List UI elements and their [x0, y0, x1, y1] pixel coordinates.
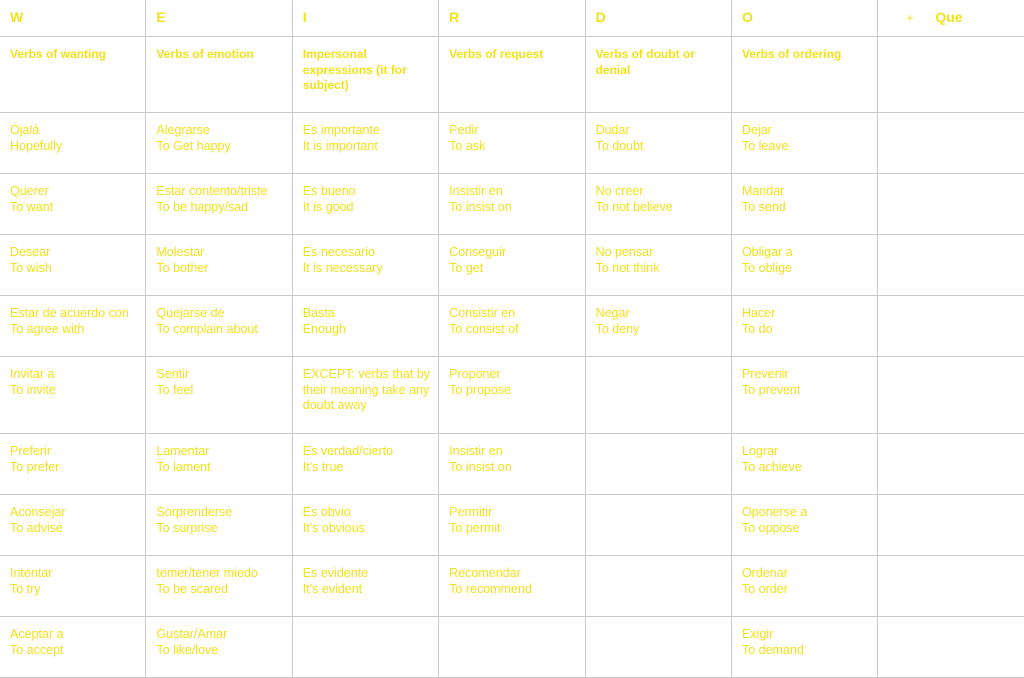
verb-spanish: Ojalá: [10, 123, 40, 137]
verb-english: To order: [741, 581, 788, 596]
verb-spanish: Es importante: [302, 123, 380, 137]
verb-spanish: Hacer: [741, 306, 776, 320]
verb-spanish: Consistir en: [449, 306, 516, 320]
verb-english: To leave: [741, 138, 789, 153]
verb-english: To get: [449, 260, 484, 275]
verb-english: To advise: [10, 520, 63, 535]
table-cell-wanting: [0, 357, 146, 434]
table-cell-ordering: [731, 174, 877, 235]
verb-spanish: Quejarse de: [156, 306, 225, 320]
verb-spanish: Estar de acuerdo con: [10, 306, 129, 320]
verb-spanish: Exigir: [741, 627, 774, 641]
header-e: E: [146, 0, 292, 37]
table-cell-emotion: [146, 495, 292, 556]
table-cell-que: [878, 556, 1024, 617]
table-cell-wanting: [0, 495, 146, 556]
table-cell-request: [439, 113, 585, 174]
verb-english: To surprise: [156, 520, 218, 535]
table-cell-request: [439, 495, 585, 556]
table-cell-wanting: [0, 235, 146, 296]
verb-spanish: Basta: [302, 306, 335, 320]
verb-spanish: Es necesario: [302, 245, 376, 259]
verb-spanish: Recomendar: [449, 566, 521, 580]
verb-english: To wish: [10, 260, 52, 275]
verb-english: It's evident: [302, 581, 363, 596]
verb-spanish: Permitir: [449, 505, 493, 519]
verb-english: To permit: [449, 520, 501, 535]
table-cell-emotion: [146, 113, 292, 174]
verb-spanish: EXCEPT: verbs that by their meaning take any doubt away: [302, 367, 430, 412]
verb-english: It is important: [302, 138, 378, 153]
verb-spanish: Conseguir: [449, 245, 507, 259]
header-w: W: [0, 0, 146, 37]
verb-spanish: Dejar: [741, 123, 772, 137]
verb-spanish: Negar: [595, 306, 630, 320]
table-row: [0, 296, 1024, 357]
verb-spanish: Lograr: [741, 444, 779, 458]
table-row: [0, 357, 1024, 434]
verb-spanish: Es evidente: [302, 566, 369, 580]
verb-spanish: Desear: [10, 245, 51, 259]
verb-english: To oblige: [741, 260, 792, 275]
table-row: [0, 113, 1024, 174]
verb-english: It's obvious: [302, 520, 365, 535]
category-wanting: Verbs of wanting: [0, 37, 146, 113]
verb-english: To feel: [156, 382, 194, 397]
table-cell-que: [878, 495, 1024, 556]
verb-english: To ask: [449, 138, 486, 153]
verb-spanish: Proponer: [449, 367, 501, 381]
table-cell-que: [878, 434, 1024, 495]
table-cell-wanting: [0, 556, 146, 617]
verb-spanish: Aceptar a: [10, 627, 64, 641]
verb-spanish: Alegrarse: [156, 123, 210, 137]
table-cell-impersonal: [292, 556, 438, 617]
table-cell-emotion: [146, 617, 292, 678]
header-r: R: [439, 0, 585, 37]
verb-english: To complain about: [156, 321, 258, 336]
table-cell-ordering: [731, 235, 877, 296]
table-row: [0, 174, 1024, 235]
table-cell-que: [878, 357, 1024, 434]
verb-spanish: Insistir en: [449, 444, 503, 458]
verb-english: To be happy/sad: [156, 199, 249, 214]
verb-spanish: Dudar: [595, 123, 630, 137]
table-cell-wanting: [0, 174, 146, 235]
verb-english: To deny: [595, 321, 640, 336]
table-cell-impersonal: [292, 296, 438, 357]
verb-english: To lament: [156, 459, 211, 474]
table-cell-emotion: [146, 296, 292, 357]
verb-english: It is good: [302, 199, 354, 214]
verb-spanish: Ordenar: [741, 566, 788, 580]
verb-spanish: Sentir: [156, 367, 190, 381]
plus-sign: +: [906, 10, 914, 25]
verb-english: To demand: [741, 642, 804, 657]
verb-english: To propose: [449, 382, 512, 397]
table-cell-wanting: [0, 296, 146, 357]
verb-spanish: Mandar: [741, 184, 785, 198]
verb-english: To insist on: [449, 199, 512, 214]
header-que: [878, 0, 1024, 37]
table-cell-ordering: [731, 495, 877, 556]
verb-english: To bother: [156, 260, 209, 275]
verb-spanish: temer/tener miedo: [156, 566, 258, 580]
verb-spanish: Es verdad/cierto: [302, 444, 394, 458]
category-ordering: Verbs of ordering: [731, 37, 877, 113]
verb-english: To try: [10, 581, 41, 596]
table-cell-ordering: [731, 113, 877, 174]
table-cell-impersonal: [292, 113, 438, 174]
verb-spanish: Lamentar: [156, 444, 210, 458]
table-cell-request: [439, 235, 585, 296]
table-cell-impersonal: [292, 434, 438, 495]
verb-spanish: Insistir en: [449, 184, 503, 198]
verb-english: To accept: [10, 642, 64, 657]
header-row: [0, 0, 1024, 37]
table-cell-emotion: [146, 174, 292, 235]
table-cell-doubt: [585, 434, 731, 495]
verb-english: To invite: [10, 382, 56, 397]
verb-spanish: Es bueno: [302, 184, 356, 198]
que-label: Que: [935, 8, 963, 25]
verb-english: To oppose: [741, 520, 800, 535]
verb-spanish: Gustar/Amar: [156, 627, 228, 641]
table-cell-ordering: [731, 357, 877, 434]
table-cell-request: [439, 174, 585, 235]
verb-spanish: Querer: [10, 184, 49, 198]
table-cell-impersonal: [292, 235, 438, 296]
table-cell-impersonal: [292, 617, 438, 678]
header-i: I: [292, 0, 438, 37]
table-cell-request: [439, 556, 585, 617]
verb-spanish: Preferir: [10, 444, 51, 458]
table-cell-wanting: [0, 617, 146, 678]
category-row: [0, 37, 1024, 113]
verb-spanish: Oponerse a: [741, 505, 808, 519]
table-cell-wanting: [0, 434, 146, 495]
verb-spanish: Es obvio: [302, 505, 351, 519]
verb-english: To achieve: [741, 459, 802, 474]
verb-spanish: Estar contento/triste: [156, 184, 268, 198]
verb-spanish: Aconsejar: [10, 505, 66, 519]
table-cell-ordering: [731, 617, 877, 678]
verb-english: To prevent: [741, 382, 801, 397]
table-cell-impersonal: [292, 495, 438, 556]
verb-spanish: Invitar a: [10, 367, 55, 381]
verb-english: Hopefully: [10, 138, 63, 153]
table-cell-emotion: [146, 556, 292, 617]
table-cell-emotion: [146, 357, 292, 434]
category-request: Verbs of request: [439, 37, 585, 113]
table-row: [0, 617, 1024, 678]
table-cell-doubt: [585, 113, 731, 174]
table-cell-ordering: [731, 296, 877, 357]
table-cell-ordering: [731, 434, 877, 495]
table-cell-que: [878, 296, 1024, 357]
table-cell-request: [439, 296, 585, 357]
verb-spanish: Intentar: [10, 566, 53, 580]
verb-spanish: Molestar: [156, 245, 205, 259]
table-cell-doubt: [585, 174, 731, 235]
table-cell-que: [878, 113, 1024, 174]
table-cell-doubt: [585, 556, 731, 617]
table-cell-request: [439, 617, 585, 678]
category-doubt: Verbs of doubt or denial: [585, 37, 731, 113]
table-cell-request: [439, 357, 585, 434]
verb-english: To send: [741, 199, 786, 214]
verb-english: It is necessary: [302, 260, 383, 275]
verb-english: To recommend: [449, 581, 532, 596]
verb-english: To Get happy: [156, 138, 231, 153]
verb-spanish: No pensar: [595, 245, 654, 259]
verb-english: To do: [741, 321, 773, 336]
table-row: [0, 495, 1024, 556]
table-cell-impersonal: [292, 174, 438, 235]
table-cell-doubt: [585, 235, 731, 296]
verb-english: To doubt: [595, 138, 644, 153]
table-cell-doubt: [585, 357, 731, 434]
table-cell-emotion: [146, 434, 292, 495]
category-impersonal: Impersonal expressions (it for subject): [292, 37, 438, 113]
table-cell-doubt: [585, 617, 731, 678]
verb-english: It's true: [302, 459, 344, 474]
header-o: O: [731, 0, 877, 37]
table-cell-impersonal: [292, 357, 438, 434]
table-row: [0, 556, 1024, 617]
verb-english: To agree with: [10, 321, 85, 336]
table-cell-doubt: [585, 296, 731, 357]
table-row: [0, 434, 1024, 495]
category-emotion: Verbs of emotion: [146, 37, 292, 113]
table-cell-que: [878, 174, 1024, 235]
verb-spanish: No creer: [595, 184, 644, 198]
table-cell-emotion: [146, 235, 292, 296]
verb-english: Enough: [302, 321, 346, 336]
table-cell-que: [878, 617, 1024, 678]
table-cell-que: [878, 235, 1024, 296]
verb-spanish: Prevenir: [741, 367, 789, 381]
header-d: D: [585, 0, 731, 37]
verb-english: To be scared: [156, 581, 228, 596]
table-cell-ordering: [731, 556, 877, 617]
verb-english: To not think: [595, 260, 660, 275]
verb-english: To prefer: [10, 459, 60, 474]
verb-english: To insist on: [449, 459, 512, 474]
table-row: [0, 235, 1024, 296]
table-cell-doubt: [585, 495, 731, 556]
verb-english: To not believe: [595, 199, 673, 214]
verb-spanish: Obligar a: [741, 245, 793, 259]
verb-spanish: Pedir: [449, 123, 479, 137]
table-cell-request: [439, 434, 585, 495]
verb-english: To want: [10, 199, 54, 214]
category-empty: [878, 37, 1024, 113]
verb-english: To consist of: [449, 321, 519, 336]
verb-english: To like/love: [156, 642, 219, 657]
verb-spanish: Sorprenderse: [156, 505, 233, 519]
table-cell-wanting: [0, 113, 146, 174]
